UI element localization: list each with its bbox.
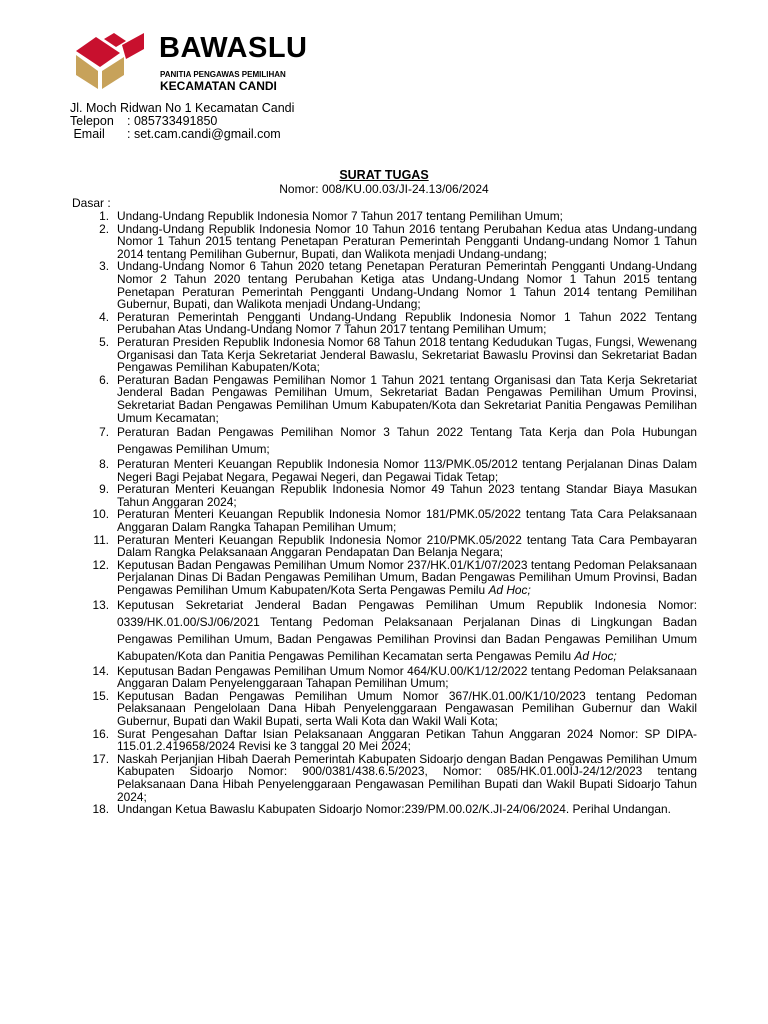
list-item bbox=[99, 259, 697, 312]
org-subtitle: PANITIA PENGAWAS PEMILIHAN bbox=[160, 70, 286, 79]
email-value: : set.cam.candi@gmail.com bbox=[127, 127, 281, 141]
list-item-number: 8. bbox=[99, 457, 109, 472]
phone-value: : 085733491850 bbox=[127, 114, 218, 128]
list-item bbox=[99, 334, 697, 375]
list-item-number: 6. bbox=[99, 372, 109, 387]
list-item bbox=[92, 688, 697, 728]
list-item-number: 10. bbox=[92, 507, 109, 522]
list-item-number: 12. bbox=[92, 557, 109, 572]
dasar-label: Dasar : bbox=[72, 196, 111, 210]
list-item-text: Peraturan Badan Pengawas Pemilihan Nomor 3 Tahun 2022 Tentang Tata Kerja dan Pola Hubungan Pengawas Pemilihan Umum; bbox=[117, 425, 697, 457]
list-item-number: 13. bbox=[92, 597, 109, 612]
list-item-text: Peraturan Badan Pengawas Pemilihan Nomor 1 Tahun 2021 tentang Organisasi dan Tata Kerja Sekretariat Jenderal Badan Pengawas Pemilihan Umum, Sekretariat Badan Pengawas Pemilihan Umum Provinsi, Sekretariat Badan Pengawas Pemilihan Umum Kabupaten/Kota dan Sekretariat Panitia Pengawas Pemilihan Umum Kecamatan; bbox=[117, 372, 697, 425]
letter-title: SURAT TUGAS bbox=[339, 168, 429, 182]
list-item-text: Undangan Ketua Bawaslu Kabupaten Sidoarjo Nomor:239/PM.00.02/K.JI-24/06/2024. Perihal Undangan. bbox=[117, 802, 671, 817]
phone-label: Telepon bbox=[70, 114, 114, 128]
list-item-text: Surat Pengesahan Daftar Isian Pelaksanaan Anggaran Petikan Tahun Anggaran 2024 Nomor: SP DIPA-115.01.2.419658/2024 Revisi ke 3 tanggal 20 Mei 2024; bbox=[117, 726, 697, 754]
list-item-number: 4. bbox=[99, 309, 109, 324]
list-item bbox=[92, 751, 697, 804]
logo-red-right bbox=[122, 33, 144, 59]
list-item bbox=[92, 726, 697, 754]
list-item bbox=[99, 372, 697, 425]
list-item-number: 5. bbox=[99, 334, 109, 349]
list-item-text: Peraturan Menteri Keuangan Republik Indonesia Nomor 210/PMK.05/2022 tentang Tata Cara Pembayaran Dalam Rangka Pelaksanaan Anggaran Pendapatan Dan Belanja Negara; bbox=[117, 532, 697, 560]
list-item-text: Peraturan Menteri Keuangan Republik Indonesia Nomor 49 Tahun 2023 tentang Standar Biaya Masukan Tahun Anggaran 2024; bbox=[117, 482, 697, 509]
list-item-number: 1. bbox=[99, 209, 109, 223]
list-item-number: 15. bbox=[92, 688, 109, 703]
list-item bbox=[99, 482, 697, 509]
list-item-number: 3. bbox=[99, 259, 109, 274]
list-item bbox=[99, 309, 697, 337]
list-item-text: Undang-Undang Republik Indonesia Nomor 7 Tahun 2017 tentang Pemilihan Umum; bbox=[117, 209, 563, 223]
list-item-number: 18. bbox=[92, 802, 109, 817]
list-item bbox=[92, 802, 697, 817]
list-item-italic: Ad Hoc; bbox=[488, 583, 531, 598]
list-item bbox=[92, 663, 697, 691]
list-item bbox=[92, 507, 697, 535]
org-name: BAWASLU bbox=[159, 32, 308, 64]
list-item-number: 17. bbox=[92, 751, 109, 766]
bawaslu-logo bbox=[74, 31, 146, 91]
list-item bbox=[99, 424, 697, 458]
list-item bbox=[92, 557, 697, 598]
list-item-number: 14. bbox=[92, 663, 109, 678]
list-item-number: 9. bbox=[99, 482, 109, 497]
letter-title-wrap bbox=[0, 169, 768, 182]
list-item bbox=[93, 532, 697, 560]
letter-number: Nomor: 008/KU.00.03/JI-24.13/06/2024 bbox=[279, 182, 489, 196]
email-line bbox=[70, 128, 294, 141]
list-item-italic: Ad Hoc; bbox=[574, 648, 617, 663]
list-item-number: 2. bbox=[99, 221, 109, 236]
list-item-text: Keputusan Sekretariat Jenderal Badan Pengawas Pemilihan Umum Republik Indonesia Nomor: 0339/HK.01.00/SJ/06/2021 Tentang Pedoman Pelaksanaan Perjalanan Dinas di Lingkungan Badan Pengawas Pemilihan Umum, Badan Pengawas Pemilihan Provinsi dan Badan Pengawas Pemilihan Umum Kabupaten/Kota dan Panitia Pengawas Pemilihan Kecamatan serta Pengawas Pemilu bbox=[117, 597, 697, 663]
org-district: KECAMATAN CANDI bbox=[160, 79, 277, 93]
list-item-text: Undang-Undang Nomor 6 Tahun 2020 tetang Penetapan Peraturan Pemerintah Pengganti Undang-Undang Nomor 2 Tahun 2020 tentang Perubahan Ketiga atas Undang-Undang Nomor 1 Tahun 2015 tentang Penetapan Peraturan Pemerintah Pengganti Undang-Undang Nomor 1 Tahun 2014 tentang Pemilihan Gubernur, Bupati, dan Walikota menjadi Undang-Undang; bbox=[117, 259, 697, 312]
contact-block bbox=[70, 102, 294, 141]
list-item-text: Peraturan Menteri Keuangan Republik Indonesia Nomor 181/PMK.05/2022 tentang Tata Cara Pelaksanaan Anggaran Dalam Rangka Tahapan Pemilihan Umum; bbox=[117, 507, 697, 535]
list-item bbox=[99, 457, 697, 484]
list-item-text: Keputusan Badan Pengawas Pemilihan Umum Nomor 237/HK.01/K1/07/2023 tentang Pedoman Pelaksanaan Perjalanan Dinas Di Badan Pengawas Pemilihan Umum, Badan Pengawas Pemilihan Umum Provinsi, Badan Pengawas Pemilihan Umum Kabupaten/Kota Serta Pengawas Pemilu bbox=[117, 557, 697, 598]
list-item-number: 16. bbox=[92, 726, 109, 741]
list-item-text: Keputusan Badan Pengawas Pemilihan Umum Nomor 464/KU.00/K1/12/2022 tentang Pedoman Pelaksanaan Anggaran Dalam Penyelenggaraan Tahapan Pemilihan Umum; bbox=[117, 663, 697, 691]
list-item-text: Keputusan Badan Pengawas Pemilihan Umum Nomor 367/HK.01.00/K1/10/2023 tentang Pedoman Pelaksanaan Pengelolaan Dana Hibah Penyelenggaraan Pengawasan Pemilihan Gubernur dan Wakil Gubernur, Bupati dan Wakil Bupati, serta Wali Kota dan Wakil Wali Kota; bbox=[117, 688, 697, 728]
address: Jl. Moch Ridwan No 1 Kecamatan Candi bbox=[70, 101, 295, 115]
list-item bbox=[92, 597, 697, 665]
list-item-text: Peraturan Pemerintah Pengganti Undang-Undang Republik Indonesia Nomor 1 Tahun 2022 Tentang Perubahan Atas Undang-Undang Nomor 7 Tahun 2017 tentang Pemilihan Umum; bbox=[117, 309, 697, 337]
list-item-number: 7. bbox=[99, 425, 109, 440]
list-item-text: Naskah Perjanjian Hibah Daerah Pemerintah Kabupaten Sidoarjo dengan Badan Pengawas Pemilihan Umum Kabupaten Sidoarjo Nomor: 900/0381/438.6.5/2023, Nomor: 085/HK.01.00IJ-24/12/2023 tentang Pelaksanaan Dana Hibah Penyelenggaraan Pengawasan Pemilihan Bupati dan Wakil Bupati Sidoarjo Tahun 2024; bbox=[117, 751, 697, 804]
legal-basis-list bbox=[92, 209, 697, 817]
list-item-text: Peraturan Menteri Keuangan Republik Indonesia Nomor 113/PMK.05/2012 tentang Perjalanan Dinas Dalam Negeri Bagi Pejabat Negara, Pegawai Negeri, dan Pegawai Tidak Tetap; bbox=[117, 457, 697, 484]
list-item-text: Undang-Undang Republik Indonesia Nomor 10 Tahun 2016 tentang Perubahan Kedua atas Undang-undang Nomor 1 Tahun 2015 tentang Penetapan Peraturan Pemerintah Pengganti Undang-undang Nomor 1 Tahun 2014 tentang Pemilihan Gubernur, Bupati, dan Walikota menjadi Undang-undang; bbox=[117, 221, 697, 261]
list-item-number: 11. bbox=[93, 532, 109, 547]
list-item bbox=[99, 221, 697, 261]
list-item-text: Peraturan Presiden Republik Indonesia Nomor 68 Tahun 2018 tentang Kedudukan Tugas, Fungsi, Wewenang Organisasi dan Tata Kerja Sekretariat Jenderal Bawaslu, Sekretariat Bawaslu Provinsi dan Sekretariat Badan Pengawas Pemilihan Kabupaten/Kota; bbox=[117, 334, 697, 375]
email-label: Email bbox=[70, 127, 105, 141]
